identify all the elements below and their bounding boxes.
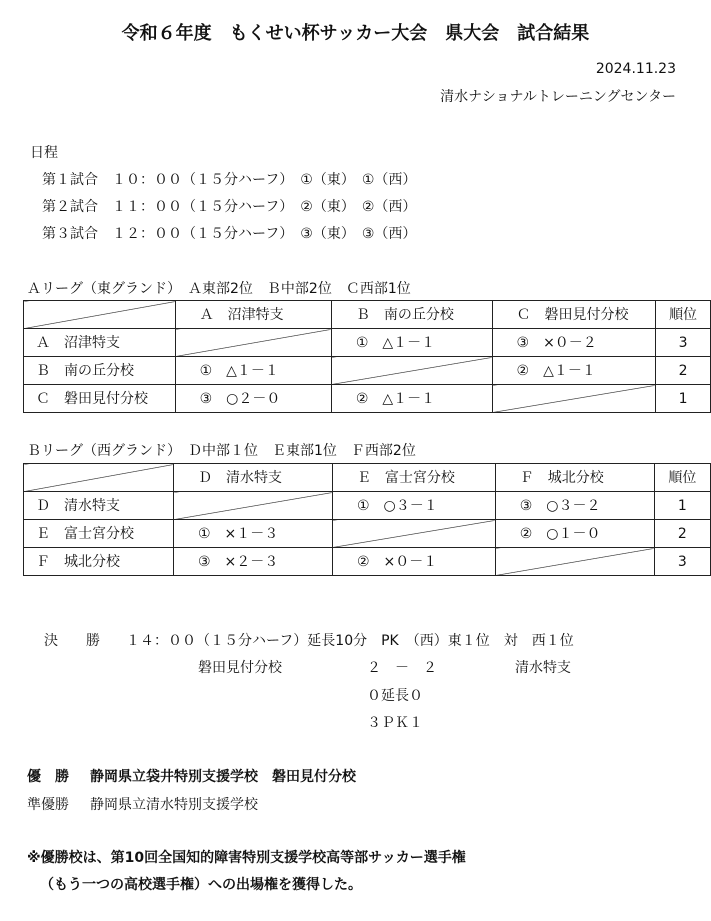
table-row xyxy=(24,492,711,520)
team-cell: Ｆ 城北分校 xyxy=(24,548,174,576)
result-cell: ② △１－１ xyxy=(492,357,656,385)
result-cell: ② ×０－１ xyxy=(332,548,495,576)
rank-cell: 3 xyxy=(656,329,711,357)
team-cell: Ｃ 磐田見付分校 xyxy=(24,385,176,413)
final-extra-time: ０延長０ xyxy=(367,688,423,704)
self-match-cell xyxy=(332,520,495,548)
schedule-heading: 日程 xyxy=(30,145,58,161)
winner-label: 優 勝 xyxy=(27,769,69,785)
league-b-table xyxy=(23,463,711,576)
table-row xyxy=(24,520,711,548)
page-title: 令和６年度 もくせい杯サッカー大会 県大会 試合結果 xyxy=(121,23,590,44)
final-score: ２ － ２ xyxy=(367,660,437,676)
result-cell: ③ ×０－２ xyxy=(492,329,656,357)
note-line: ※優勝校は、第10回全国知的障害特別支援学校高等部サッカー選手権 xyxy=(27,850,466,866)
team-cell: Ａ 沼津特支 xyxy=(24,329,176,357)
header-cell-rank: 順位 xyxy=(654,464,710,492)
header-cell: Ｆ 城北分校 xyxy=(495,464,654,492)
self-match-cell xyxy=(175,329,331,357)
table-header-row xyxy=(24,464,711,492)
rank-cell: 2 xyxy=(654,520,710,548)
league-a-heading: Ａリーグ（東グランド） Ａ東部2位 Ｂ中部2位 Ｃ西部1位 xyxy=(27,281,411,297)
header-corner-cell xyxy=(24,301,176,329)
result-cell: ③ ×２－３ xyxy=(174,548,333,576)
table-row xyxy=(24,329,711,357)
schedule-row: 第２試合 １１：００（１５分ハーフ） ②（東） ②（西） xyxy=(42,199,417,215)
final-label: 決 勝 xyxy=(44,633,100,649)
team-cell: Ｂ 南の丘分校 xyxy=(24,357,176,385)
rank-cell: 1 xyxy=(656,385,711,413)
event-date: 2024.11.23 xyxy=(595,61,676,77)
self-match-cell xyxy=(331,357,492,385)
final-team-right: 清水特支 xyxy=(515,660,571,676)
table-row xyxy=(24,548,711,576)
result-cell: ① ×１－３ xyxy=(174,520,333,548)
table-row xyxy=(24,357,711,385)
header-cell: Ｂ 南の丘分校 xyxy=(331,301,492,329)
header-corner-cell xyxy=(24,464,174,492)
team-cell: Ｄ 清水特支 xyxy=(24,492,174,520)
final-pk: ３ＰＫ１ xyxy=(367,715,423,731)
runner-up-label: 準優勝 xyxy=(27,797,69,813)
schedule-row: 第３試合 １２：００（１５分ハーフ） ③（東） ③（西） xyxy=(42,226,417,242)
self-match-cell xyxy=(492,385,656,413)
table-header-row xyxy=(24,301,711,329)
venue: 清水ナショナルトレーニングセンター xyxy=(440,89,676,105)
note-line: （もう一つの高校選手権）への出場権を獲得した。 xyxy=(40,877,362,893)
table-row xyxy=(24,385,711,413)
result-cell: ③ ○３－２ xyxy=(495,492,654,520)
header-cell: Ｃ 磐田見付分校 xyxy=(492,301,656,329)
runner-up-name: 静岡県立清水特別支援学校 xyxy=(90,797,258,813)
team-cell: Ｅ 富士宮分校 xyxy=(24,520,174,548)
result-cell: ② △１－１ xyxy=(331,385,492,413)
league-a-table xyxy=(23,300,711,413)
final-time: １４：００（１５分ハーフ）延長10分 PK （西）東１位 対 西１位 xyxy=(126,633,574,649)
winner-name: 静岡県立袋井特別支援学校 磐田見付分校 xyxy=(90,769,356,785)
result-cell: ③ ○２－０ xyxy=(175,385,331,413)
result-cell: ① △１－１ xyxy=(331,329,492,357)
final-team-left: 磐田見付分校 xyxy=(198,660,282,676)
rank-cell: 3 xyxy=(654,548,710,576)
header-cell: Ａ 沼津特支 xyxy=(175,301,331,329)
header-cell: Ｅ 富士宮分校 xyxy=(332,464,495,492)
result-cell: ② ○１－０ xyxy=(495,520,654,548)
header-cell: Ｄ 清水特支 xyxy=(174,464,333,492)
result-cell: ① △１－１ xyxy=(175,357,331,385)
self-match-cell xyxy=(174,492,333,520)
self-match-cell xyxy=(495,548,654,576)
rank-cell: 2 xyxy=(656,357,711,385)
league-b-heading: Ｂリーグ（西グランド） Ｄ中部１位 Ｅ東部1位 Ｆ西部2位 xyxy=(27,443,416,459)
schedule-row: 第１試合 １０：００（１５分ハーフ） ①（東） ①（西） xyxy=(42,172,417,188)
rank-cell: 1 xyxy=(654,492,710,520)
result-cell: ① ○３－１ xyxy=(332,492,495,520)
header-cell-rank: 順位 xyxy=(656,301,711,329)
